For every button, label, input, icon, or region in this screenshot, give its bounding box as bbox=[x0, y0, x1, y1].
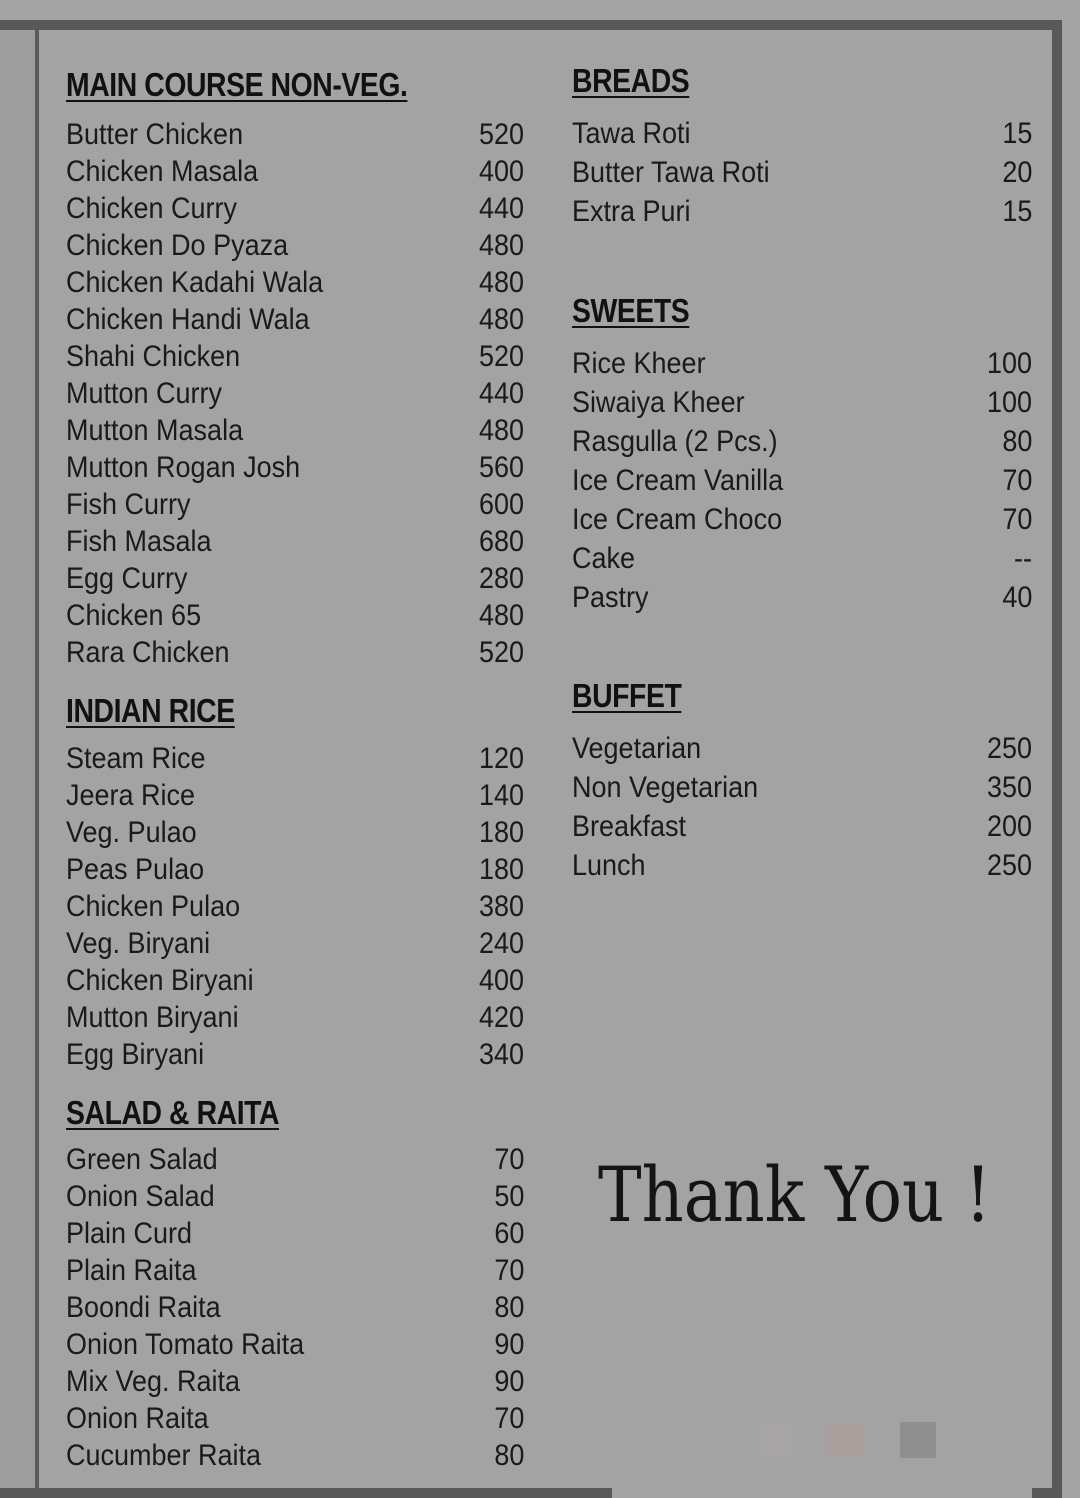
menu-item bbox=[66, 597, 524, 634]
menu-item bbox=[66, 814, 524, 851]
menu-item-price: 480 bbox=[478, 414, 524, 447]
menu-item-price: 15 bbox=[1001, 195, 1032, 228]
menu-item-price: 100 bbox=[986, 386, 1032, 419]
menu-item-price: 440 bbox=[478, 377, 524, 410]
menu-item-name: Egg Curry bbox=[66, 562, 188, 595]
menu-item-price: 80 bbox=[493, 1291, 524, 1324]
menu-item bbox=[572, 768, 1032, 807]
menu-item-price: 280 bbox=[478, 562, 524, 595]
menu-item-price: 180 bbox=[478, 853, 524, 886]
menu-item bbox=[66, 1289, 524, 1326]
menu-item-price: 480 bbox=[478, 303, 524, 336]
menu-item bbox=[572, 846, 1032, 885]
menu-item-name: Chicken Handi Wala bbox=[66, 303, 310, 336]
menu-item-price: 20 bbox=[1001, 156, 1032, 189]
menu-item-price: 380 bbox=[478, 890, 524, 923]
menu-item-price: 70 bbox=[493, 1254, 524, 1287]
menu-item bbox=[66, 264, 524, 301]
frame-right bbox=[1052, 20, 1062, 1498]
menu-item-name: Mix Veg. Raita bbox=[66, 1365, 241, 1398]
menu-item-price: 90 bbox=[493, 1328, 524, 1361]
menu-item bbox=[66, 1215, 524, 1252]
section-title-main-course: MAIN COURSE NON-VEG. bbox=[66, 66, 408, 103]
menu-item-name: Fish Masala bbox=[66, 525, 212, 558]
menu-item bbox=[572, 192, 1032, 231]
menu-item-price: 60 bbox=[493, 1217, 524, 1250]
menu-item-name: Rara Chicken bbox=[66, 636, 230, 669]
menu-item-price: 80 bbox=[1001, 425, 1032, 458]
section-title-sweets: SWEETS bbox=[572, 292, 690, 329]
menu-item-name: Mutton Curry bbox=[66, 377, 223, 410]
menu-item-name: Chicken Kadahi Wala bbox=[66, 266, 324, 299]
menu-item bbox=[66, 412, 524, 449]
menu-item bbox=[66, 1036, 524, 1073]
menu-item-name: Breakfast bbox=[572, 810, 687, 843]
menu-item bbox=[572, 153, 1032, 192]
menu-item-name: Green Salad bbox=[66, 1143, 218, 1176]
menu-item-price: 680 bbox=[478, 525, 524, 558]
menu-item-name: Mutton Rogan Josh bbox=[66, 451, 301, 484]
menu-item bbox=[66, 1141, 524, 1178]
menu-item-name: Chicken 65 bbox=[66, 599, 202, 632]
menu-item-name: Plain Raita bbox=[66, 1254, 197, 1287]
menu-item bbox=[572, 344, 1032, 383]
left-page-edge bbox=[0, 30, 35, 1488]
menu-item-price: 180 bbox=[478, 816, 524, 849]
menu-item bbox=[66, 486, 524, 523]
menu-item-name: Veg. Pulao bbox=[66, 816, 197, 849]
menu-item-name: Pastry bbox=[572, 581, 649, 614]
menu-item bbox=[572, 729, 1032, 768]
menu-item bbox=[66, 962, 524, 999]
section-title-breads: BREADS bbox=[572, 62, 690, 99]
menu-item-name: Plain Curd bbox=[66, 1217, 193, 1250]
menu-item-price: 480 bbox=[478, 266, 524, 299]
menu-item-price: 250 bbox=[986, 849, 1032, 882]
menu-item-price: -- bbox=[1014, 542, 1032, 575]
menu-item-price: 140 bbox=[478, 779, 524, 812]
menu-item bbox=[66, 888, 524, 925]
menu-item-name: Onion Tomato Raita bbox=[66, 1328, 305, 1361]
menu-item-price: 70 bbox=[1001, 503, 1032, 536]
menu-item bbox=[66, 1326, 524, 1363]
menu-item-price: 240 bbox=[478, 927, 524, 960]
menu-item-price: 440 bbox=[478, 192, 524, 225]
page-tab bbox=[612, 1478, 1032, 1498]
menu-item-price: 120 bbox=[478, 742, 524, 775]
menu-item-price: 400 bbox=[478, 964, 524, 997]
menu-item-name: Fish Curry bbox=[66, 488, 191, 521]
menu-item-price: 40 bbox=[1001, 581, 1032, 614]
section-title-buffet: BUFFET bbox=[572, 677, 682, 714]
thank-you-text: Thank You ! bbox=[598, 1150, 992, 1239]
menu-item-name: Butter Chicken bbox=[66, 118, 244, 151]
menu-item bbox=[66, 301, 524, 338]
menu-item-price: 480 bbox=[478, 599, 524, 632]
menu-item-name: Vegetarian bbox=[572, 732, 702, 765]
menu-item-name: Chicken Biryani bbox=[66, 964, 254, 997]
menu-item-name: Siwaiya Kheer bbox=[572, 386, 745, 419]
menu-item-name: Ice Cream Choco bbox=[572, 503, 783, 536]
menu-item-price: 250 bbox=[986, 732, 1032, 765]
menu-item-name: Ice Cream Vanilla bbox=[572, 464, 784, 497]
menu-item bbox=[66, 116, 524, 153]
menu-item bbox=[66, 560, 524, 597]
menu-item-price: 50 bbox=[493, 1180, 524, 1213]
menu-item-price: 420 bbox=[478, 1001, 524, 1034]
menu-item bbox=[572, 422, 1032, 461]
menu-item-name: Butter Tawa Roti bbox=[572, 156, 770, 189]
menu-item-price: 350 bbox=[986, 771, 1032, 804]
menu-item-price: 15 bbox=[1001, 117, 1032, 150]
menu-item bbox=[572, 383, 1032, 422]
menu-item-name: Cucumber Raita bbox=[66, 1439, 262, 1472]
menu-item-price: 70 bbox=[493, 1402, 524, 1435]
menu-item-name: Steam Rice bbox=[66, 742, 206, 775]
menu-item bbox=[572, 807, 1032, 846]
menu-item-name: Jeera Rice bbox=[66, 779, 196, 812]
frame-left bbox=[35, 30, 39, 1490]
menu-item-name: Chicken Do Pyaza bbox=[66, 229, 289, 262]
menu-item-name: Tawa Roti bbox=[572, 117, 691, 150]
page-dot-2[interactable] bbox=[828, 1422, 864, 1458]
menu-item-price: 80 bbox=[493, 1439, 524, 1472]
menu-item-name: Onion Raita bbox=[66, 1402, 209, 1435]
section-title-indian-rice: INDIAN RICE bbox=[66, 692, 235, 729]
menu-item-name: Extra Puri bbox=[572, 195, 691, 228]
menu-item bbox=[572, 500, 1032, 539]
menu-item bbox=[66, 1363, 524, 1400]
menu-item-name: Peas Pulao bbox=[66, 853, 205, 886]
menu-item bbox=[572, 578, 1032, 617]
menu-item-price: 340 bbox=[478, 1038, 524, 1071]
menu-item-price: 520 bbox=[478, 636, 524, 669]
menu-item-name: Lunch bbox=[572, 849, 646, 882]
menu-item-name: Veg. Biryani bbox=[66, 927, 211, 960]
menu-item bbox=[66, 190, 524, 227]
menu-item-price: 520 bbox=[478, 118, 524, 151]
menu-item bbox=[66, 925, 524, 962]
menu-item bbox=[66, 153, 524, 190]
menu-item bbox=[66, 449, 524, 486]
menu-item-name: Chicken Pulao bbox=[66, 890, 241, 923]
menu-item bbox=[66, 999, 524, 1036]
menu-item bbox=[66, 851, 524, 888]
menu-item-price: 520 bbox=[478, 340, 524, 373]
menu-item-name: Rice Kheer bbox=[572, 347, 706, 380]
menu-item-name: Rasgulla (2 Pcs.) bbox=[572, 425, 778, 458]
page-dot-1[interactable] bbox=[758, 1422, 794, 1458]
section-title-salad-raita: SALAD & RAITA bbox=[66, 1094, 280, 1131]
menu-item-name: Mutton Masala bbox=[66, 414, 244, 447]
menu-item-price: 70 bbox=[493, 1143, 524, 1176]
menu-item bbox=[66, 338, 524, 375]
menu-item-price: 600 bbox=[478, 488, 524, 521]
menu-item-price: 70 bbox=[1001, 464, 1032, 497]
menu-item-name: Non Vegetarian bbox=[572, 771, 759, 804]
page-dot-3[interactable] bbox=[900, 1422, 936, 1458]
menu-item bbox=[572, 539, 1032, 578]
menu-item-name: Shahi Chicken bbox=[66, 340, 241, 373]
menu-item-price: 560 bbox=[478, 451, 524, 484]
menu-item bbox=[66, 523, 524, 560]
menu-item-price: 200 bbox=[986, 810, 1032, 843]
menu-item-name: Chicken Masala bbox=[66, 155, 259, 188]
menu-item-price: 400 bbox=[478, 155, 524, 188]
menu-item bbox=[66, 1400, 524, 1437]
menu-item bbox=[66, 227, 524, 264]
menu-item bbox=[66, 1437, 524, 1474]
menu-item-name: Boondi Raita bbox=[66, 1291, 221, 1324]
menu-item bbox=[66, 740, 524, 777]
menu-item-name: Chicken Curry bbox=[66, 192, 238, 225]
menu-item-price: 480 bbox=[478, 229, 524, 262]
menu-item bbox=[66, 634, 524, 671]
frame-top bbox=[0, 20, 1062, 30]
menu-item-name: Onion Salad bbox=[66, 1180, 215, 1213]
menu-item bbox=[66, 777, 524, 814]
menu-item bbox=[572, 114, 1032, 153]
menu-item bbox=[66, 1252, 524, 1289]
menu-item-price: 100 bbox=[986, 347, 1032, 380]
menu-item-price: 90 bbox=[493, 1365, 524, 1398]
menu-item-name: Mutton Biryani bbox=[66, 1001, 239, 1034]
menu-item-name: Cake bbox=[572, 542, 636, 575]
menu-item-name: Egg Biryani bbox=[66, 1038, 205, 1071]
menu-item bbox=[66, 1178, 524, 1215]
menu-item bbox=[572, 461, 1032, 500]
menu-item bbox=[66, 375, 524, 412]
